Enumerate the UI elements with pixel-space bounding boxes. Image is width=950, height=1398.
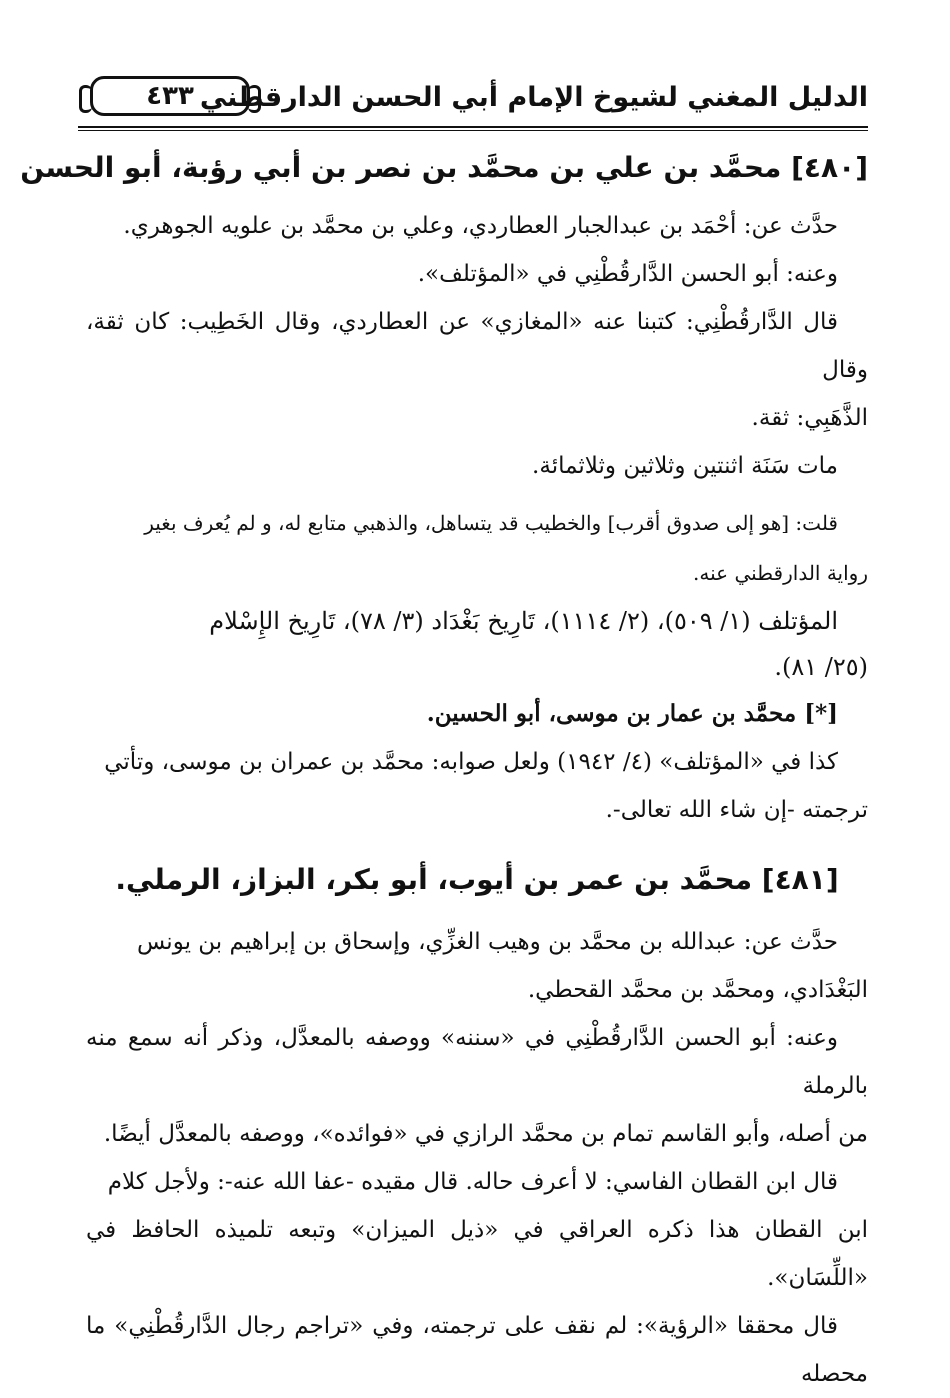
starred-entry-line1: كذا في «المؤتلف» (٤/ ١٩٤٢) ولعل صوابه: محمَّد بن عمران بن موسى، وتأتي	[104, 749, 838, 775]
entry-481-heading: [٤٨١] محمَّد بن عمر بن أيوب، أبو بكر، البزاز، الرملي.	[115, 863, 839, 896]
entry-481-assessment-line1: قال ابن القطان الفاسي: لا أعرف حاله. قال مقيده -عفا الله عنه-: ولأجل كلام	[107, 1169, 838, 1195]
entry-480-heading: [٤٨٠] محمَّد بن علي بن محمَّد بن نصر بن أبي رؤبة، أبو الحسن	[20, 151, 868, 184]
entry-480-sources-line2: (٢٥/ ٨١).	[774, 653, 868, 681]
page-number: ٤٣٣	[146, 81, 194, 111]
entry-481-narrators-line2: من أصله، وأبو القاسم تمام بن محمَّد الرازي في «فوائده»، ووصفه بالمعدَّل أيضًا.	[103, 1121, 868, 1147]
entry-480-note-line2: رواية الدارقطني عنه.	[693, 561, 868, 585]
header-rule-thin	[78, 130, 868, 131]
running-title: الدليل المغني لشيوخ الإمام أبي الحسن الدارقطني	[199, 82, 868, 113]
entry-480-narrated-from: حدَّث عن: أحْمَد بن عبدالجبار العطاردي، وعلي بن محمَّد بن علويه الجوهري.	[123, 213, 838, 239]
entry-480-assessment-line1: قال الدَّارقُطْنِي: كتبنا عنه «المغازي» عن العطاردي، وقال الخَطِيب: كان ثقة، وقال	[86, 309, 868, 383]
page-number-frame	[90, 76, 250, 116]
entry-481-narrated-from-line2: البَغْدَادي، ومحمَّد بن محمَّد القحطي.	[527, 977, 868, 1003]
starred-entry-line2: ترجمته -إن شاء الله تعالى-.	[605, 797, 868, 823]
page-content	[20, 140, 868, 1398]
entry-481-assessment-line2: ابن القطان هذا ذكره العراقي في «ذيل الميزان» وتبعه تلميذه الحافظ في «اللِّسَان».	[86, 1217, 868, 1291]
entry-481-narrated-from-line1: حدَّث عن: عبدالله بن محمَّد بن وهيب الغزِّي، وإسحاق بن إبراهيم بن يونس	[136, 929, 838, 955]
entry-481-narrators-line1: وعنه: أبو الحسن الدَّارقُطْنِي في «سننه» ووصفه بالمعدَّل، وذكر أنه سمع منه بالرملة	[86, 1025, 868, 1099]
entry-480-assessment-line2: الذَّهَبِي: ثقة.	[751, 405, 868, 431]
entry-480-note-line1: قلت: [هو إلى صدوق أقرب] والخطيب قد يتساهل، والذهبي متابع له، و لم يُعرف بغير	[144, 511, 838, 535]
header-rule	[78, 126, 868, 128]
entry-480-narrators: وعنه: أبو الحسن الدَّارقُطْنِي في «المؤتلف».	[417, 261, 838, 287]
page-header	[78, 68, 868, 128]
starred-entry-heading: [*] محمَّد بن عمار بن موسى، أبو الحسين.	[426, 700, 838, 727]
entry-480-death: مات سَنَة اثنتين وثلاثين وثلاثمائة.	[532, 453, 838, 479]
entry-481-final-line: قال محققا «الرؤية»: لم نقف على ترجمته، وفي «تراجم رجال الدَّارقُطْنِي» ما محصله	[86, 1313, 868, 1387]
entry-480-sources-line1: المؤتلف (١/ ٥٠٩)، (٢/ ١١١٤)، تَارِيخ بَغْدَاد (٣/ ٧٨)، تَارِيخ الإِسْلام	[209, 607, 838, 635]
